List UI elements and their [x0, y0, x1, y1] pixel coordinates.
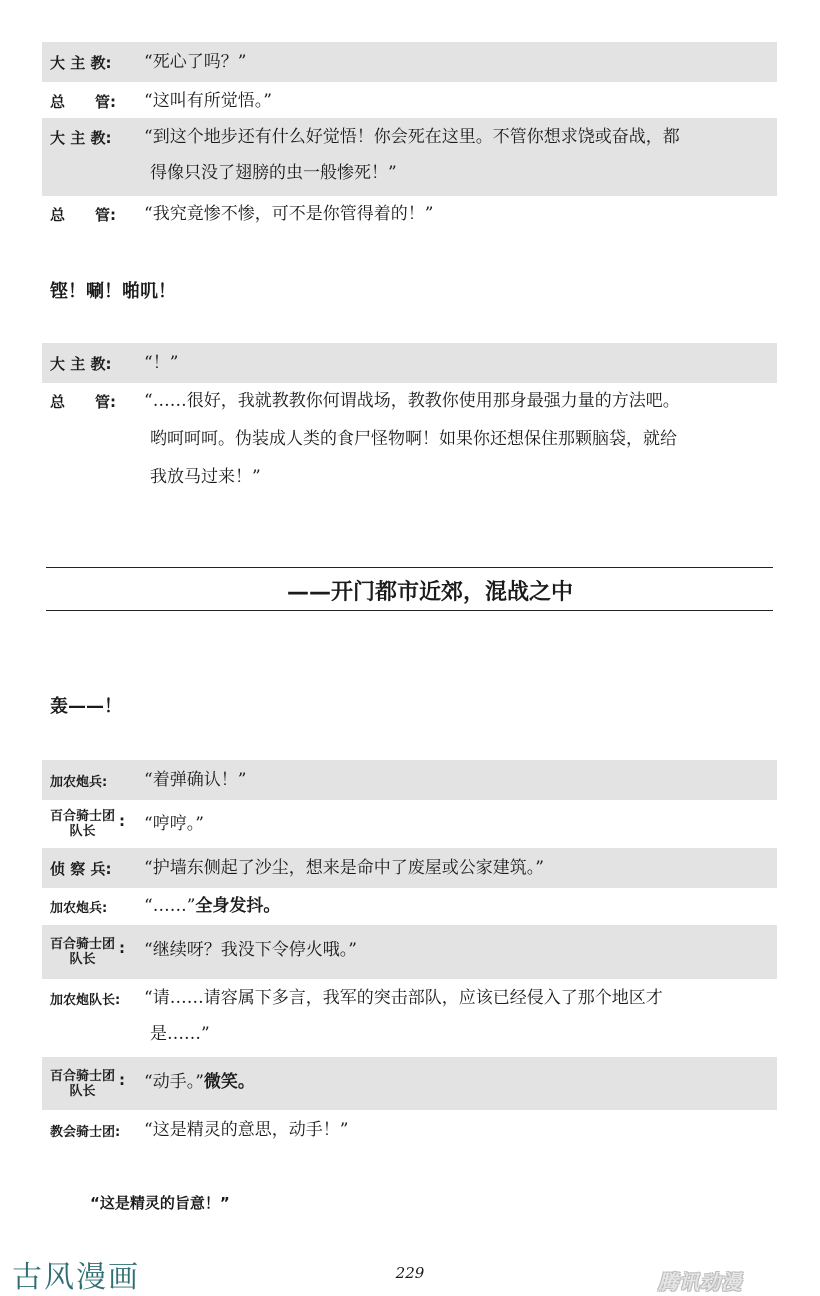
dialogue-row: [42, 82, 777, 120]
speaker-label: 加农炮队长:: [50, 992, 121, 1008]
sound-effect: 轰——！: [50, 696, 122, 717]
dialogue-row: [42, 925, 777, 979]
dialogue-line: 得像只没了翅膀的虫一般惨死！”: [150, 163, 397, 183]
dialogue-row: [42, 760, 777, 800]
dialogue-row: [42, 800, 777, 848]
dialogue-line: “哼哼。”: [144, 814, 204, 834]
dialogue-line: “死心了吗？”: [144, 52, 247, 72]
speaker-two-line: [50, 937, 115, 967]
speaker-label: 大 主 教:: [50, 53, 112, 72]
speaker-line-b: 队长: [69, 824, 96, 839]
speaker-label: 大 主 教:: [50, 354, 112, 373]
speaker-label: 大 主 教:: [50, 128, 112, 147]
dialogue-row: [42, 979, 777, 1057]
dialogue-line: 是……”: [150, 1024, 210, 1044]
speaker-line-a: 百合骑士团: [50, 937, 116, 952]
dialogue-line: “我究竟惨不惨，可不是你管得着的！”: [144, 204, 434, 224]
dialogue-row: [42, 1057, 777, 1110]
dialogue-line: 我放马过来！”: [150, 467, 261, 487]
speaker-label: 加农炮兵:: [50, 774, 108, 790]
dialogue-row: [42, 382, 777, 498]
speaker-colon: :: [119, 1071, 125, 1089]
speaker-two-line: [50, 1069, 115, 1099]
stage-direction: 微笑。: [203, 1072, 255, 1092]
speaker-colon: :: [119, 939, 125, 957]
speaker-label: 总 管:: [50, 392, 116, 411]
dialogue-text: “动手。”: [144, 1072, 204, 1092]
speaker-line-b: 队长: [69, 952, 96, 967]
dialogue-row: [42, 118, 777, 196]
dialogue-line: [144, 887, 773, 925]
sound-effect: 铿！唰！啪叽！: [50, 281, 176, 302]
dialogue-line: “护墙东侧起了沙尘，想来是命中了废屋或公家建筑。”: [144, 858, 544, 878]
page-number: 229: [395, 1264, 425, 1282]
speaker-label: 加农炮兵:: [50, 900, 108, 916]
dialogue-line: “这叫有所觉悟。”: [144, 91, 272, 111]
section-heading: ——开门都市近郊，混战之中: [286, 580, 573, 605]
speaker-label: 侦 察 兵:: [50, 859, 112, 878]
closing-quote: “这是精灵的旨意！”: [90, 1194, 230, 1212]
dialogue-line: “这是精灵的意思，动手！”: [144, 1120, 349, 1140]
speaker-two-line: [50, 809, 115, 839]
dialogue-text: “……”: [144, 896, 196, 916]
speaker-label: 总 管:: [50, 92, 116, 111]
heading-rule-top: [46, 567, 773, 568]
speaker-line-a: 百合骑士团: [50, 1068, 116, 1084]
dialogue-row: [42, 848, 777, 888]
speaker-colon: :: [119, 812, 125, 830]
dialogue-line: “到这个地步还有什么好觉悟！你会死在这里。不管你想求饶或奋战，都: [144, 127, 680, 147]
dialogue-line: “着弹确认！”: [144, 770, 247, 790]
speaker-label: 教会骑士团:: [50, 1124, 121, 1140]
dialogue-line: “……很好，我就教教你何谓战场，教教你使用那身最强力量的方法吧。: [144, 391, 680, 411]
speaker-line-a: 百合骑士团: [50, 809, 116, 824]
watermark-left: 古风漫画: [12, 1260, 140, 1295]
watermark-right: 腾讯动漫: [658, 1270, 742, 1294]
dialogue-row: [42, 42, 777, 82]
dialogue-row: [42, 887, 777, 925]
dialogue-line: [144, 1063, 773, 1101]
dialogue-row: [42, 195, 777, 233]
dialogue-row: [42, 1110, 777, 1150]
speaker-label: 总 管:: [50, 205, 116, 224]
stage-direction: 全身发抖。: [195, 896, 281, 916]
dialogue-row: [42, 343, 777, 383]
dialogue-line: 哟呵呵呵。伪装成人类的食尸怪物啊！如果你还想保住那颗脑袋，就给: [150, 429, 677, 449]
heading-rule-bottom: [46, 610, 773, 611]
speaker-line-b: 队长: [69, 1083, 96, 1099]
dialogue-line: “！”: [144, 353, 179, 373]
dialogue-line: “请……请容属下多言，我军的突击部队，应该已经侵入了那个地区才: [144, 988, 663, 1008]
dialogue-line: “继续呀？我没下令停火哦。”: [144, 940, 357, 960]
